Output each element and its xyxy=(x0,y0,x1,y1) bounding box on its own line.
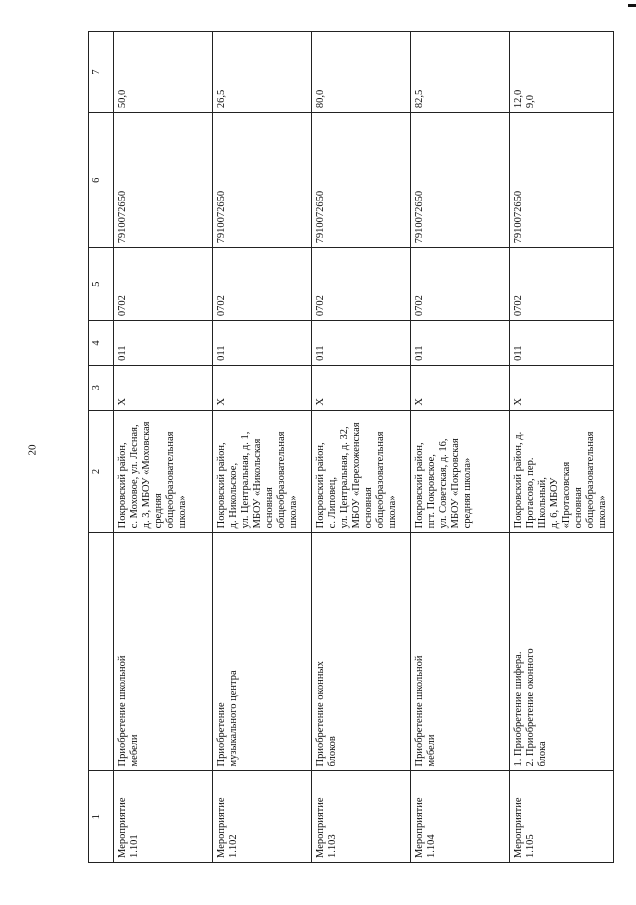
col6-cell: 7910072650 xyxy=(411,113,510,248)
event-id-cell: Мероприятие 1.104 xyxy=(411,771,510,863)
location-cell: Покровский район, с. Липовец, ул. Центральная, д. 32, МБОУ «Перехоженская основная общеобразовательная школа» xyxy=(312,410,411,533)
event-name-cell: Приобретение оконных блоков xyxy=(312,533,411,771)
location-cell: Покровский район, д. Протасово, пер. Школьный, д. 6, МБОУ «Протасовская основная общеобразовательная школа» xyxy=(510,410,614,533)
col3-cell: X xyxy=(312,365,411,410)
col4-cell: 011 xyxy=(510,321,614,366)
location-cell: Покровский район, д. Никольское, ул. Центральная, д. 1, МБОУ «Никольская основная общеобразовательная школа» xyxy=(213,410,312,533)
amount-cell: 26,5 xyxy=(213,32,312,113)
col4-cell: 011 xyxy=(312,321,411,366)
corner-mark xyxy=(628,4,636,7)
table-row xyxy=(114,32,213,863)
table-row xyxy=(510,32,614,863)
location-cell: Покровский район, пгт. Покровское, ул. Советская, д. 16, МБОУ «Покровская средняя школа» xyxy=(411,410,510,533)
col6-cell: 7910072650 xyxy=(312,113,411,248)
table-row xyxy=(312,32,411,863)
header-cell-4: 4 xyxy=(89,321,114,366)
col5-cell: 0702 xyxy=(510,248,614,321)
page-number: 20 xyxy=(26,444,39,456)
budget-table xyxy=(88,31,614,863)
header-cell-2: 2 xyxy=(89,410,114,533)
amount-cell: 82,5 xyxy=(411,32,510,113)
header-cell-6: 6 xyxy=(89,113,114,248)
col4-cell: 011 xyxy=(114,321,213,366)
header-cell-1: 1 xyxy=(89,771,114,863)
col3-cell: X xyxy=(510,365,614,410)
col6-cell: 7910072650 xyxy=(213,113,312,248)
location-cell: Покровский район, с. Моховое, ул. Лесная, д. 3, МБОУ «Моховская средняя общеобразовательная школа» xyxy=(114,410,213,533)
header-cell-7: 7 xyxy=(89,32,114,113)
event-name-cell: Приобретение музыкального центра xyxy=(213,533,312,771)
col5-cell: 0702 xyxy=(411,248,510,321)
col6-cell: 7910072650 xyxy=(114,113,213,248)
col3-cell: X xyxy=(213,365,312,410)
col3-cell: X xyxy=(114,365,213,410)
header-cell-name xyxy=(89,533,114,771)
col5-cell: 0702 xyxy=(213,248,312,321)
col6-cell: 7910072650 xyxy=(510,113,614,248)
event-name-cell: 1. Приобретение шифера. 2. Приобретение оконного блока xyxy=(510,533,614,771)
event-id-cell: Мероприятие 1.105 xyxy=(510,771,614,863)
amount-cell: 80,0 xyxy=(312,32,411,113)
event-name-cell: Приобретение школьной мебели xyxy=(114,533,213,771)
table-row xyxy=(213,32,312,863)
event-id-cell: Мероприятие 1.102 xyxy=(213,771,312,863)
amount-cell: 50,0 xyxy=(114,32,213,113)
col4-cell: 011 xyxy=(411,321,510,366)
event-id-cell: Мероприятие 1.101 xyxy=(114,771,213,863)
amount-cell: 12,0 9,0 xyxy=(510,32,614,113)
header-cell-5: 5 xyxy=(89,248,114,321)
col5-cell: 0702 xyxy=(312,248,411,321)
col5-cell: 0702 xyxy=(114,248,213,321)
header-cell-3: 3 xyxy=(89,365,114,410)
header-row xyxy=(89,32,114,863)
event-name-cell: Приобретение школьной мебели xyxy=(411,533,510,771)
event-id-cell: Мероприятие 1.103 xyxy=(312,771,411,863)
table-row xyxy=(411,32,510,863)
col4-cell: 011 xyxy=(213,321,312,366)
rotated-table-container xyxy=(88,31,607,863)
col3-cell: X xyxy=(411,365,510,410)
